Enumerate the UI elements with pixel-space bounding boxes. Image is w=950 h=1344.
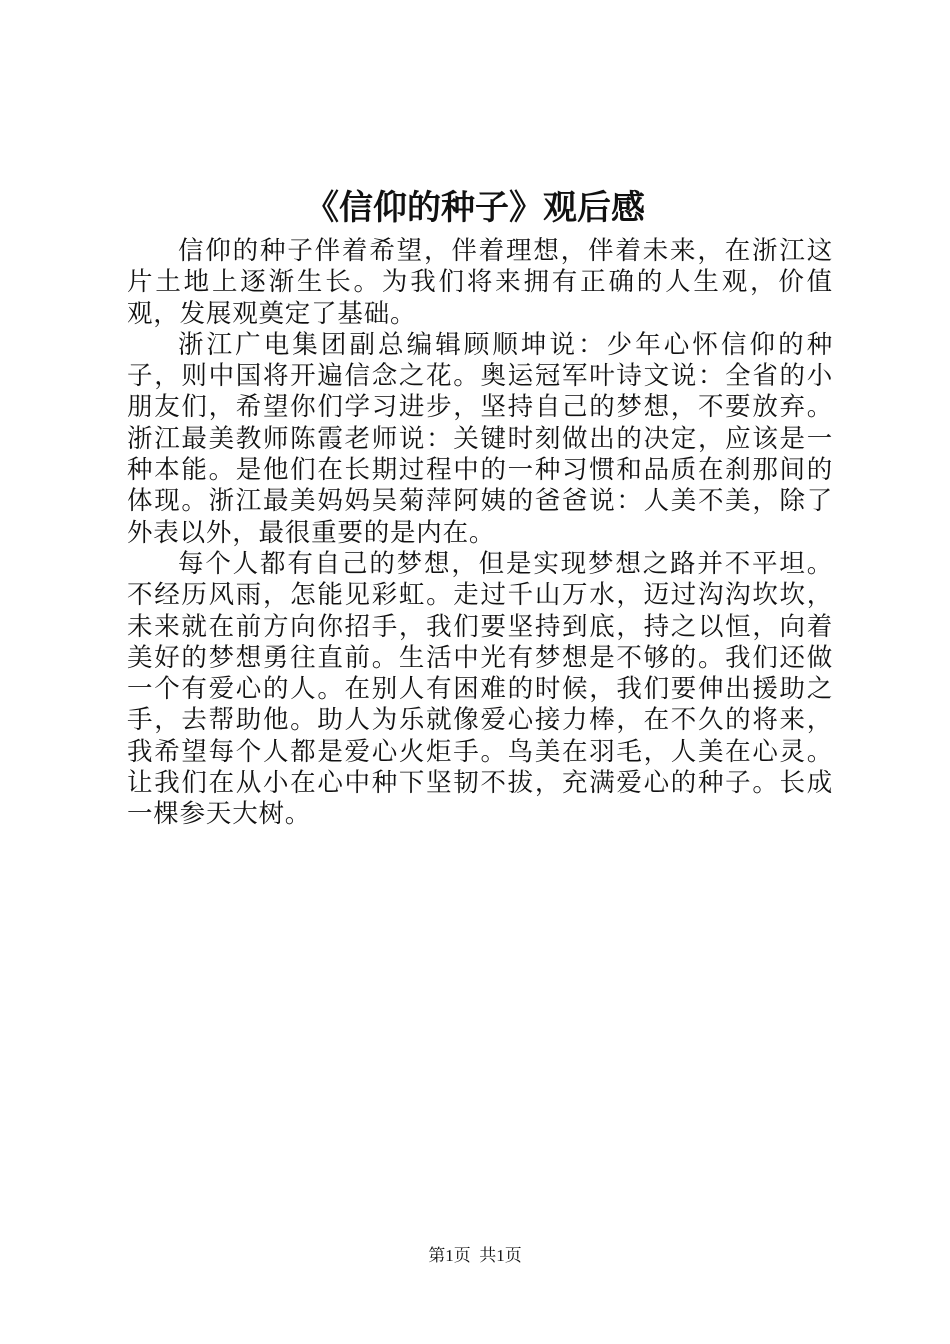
paragraph-2: 浙江广电集团副总编辑顾顺坤说：少年心怀信仰的种子，则中国将开遍信念之花。奥运冠军叶诗文说：全省的小朋友们，希望你们学习进步，坚持自己的梦想，不要放弃。浙江最美教师陈霞老师说：关键时刻做出的决定，应该是一种本能。是他们在长期过程中的一种习惯和品质在刹那间的体现。浙江最美妈妈吴菊萍阿姨的爸爸说：人美不美，除了外表以外，最很重要的是内在。	[127, 329, 833, 548]
document-body	[127, 236, 833, 831]
page-number-label: 第1页 共1页	[428, 1246, 522, 1265]
document-title: 《信仰的种子》观后感	[305, 188, 645, 228]
page-footer	[0, 1245, 950, 1267]
paragraph-1: 信仰的种子伴着希望，伴着理想，伴着未来，在浙江这片土地上逐渐生长。为我们将来拥有正确的人生观，价值观，发展观奠定了基础。	[127, 236, 833, 329]
paragraph-3: 每个人都有自己的梦想，但是实现梦想之路并不平坦。不经历风雨，怎能见彩虹。走过千山万水，迈过沟沟坎坎，未来就在前方向你招手，我们要坚持到底，持之以恒，向着美好的梦想勇往直前。生活中光有梦想是不够的。我们还做一个有爱心的人。在别人有困难的时候，我们要伸出援助之手，去帮助他。助人为乐就像爱心接力棒，在不久的将来，我希望每个人都是爱心火炬手。鸟美在羽毛，人美在心灵。让我们在从小在心中种下坚韧不拔，充满爱心的种子。长成一棵参天大树。	[127, 548, 833, 830]
